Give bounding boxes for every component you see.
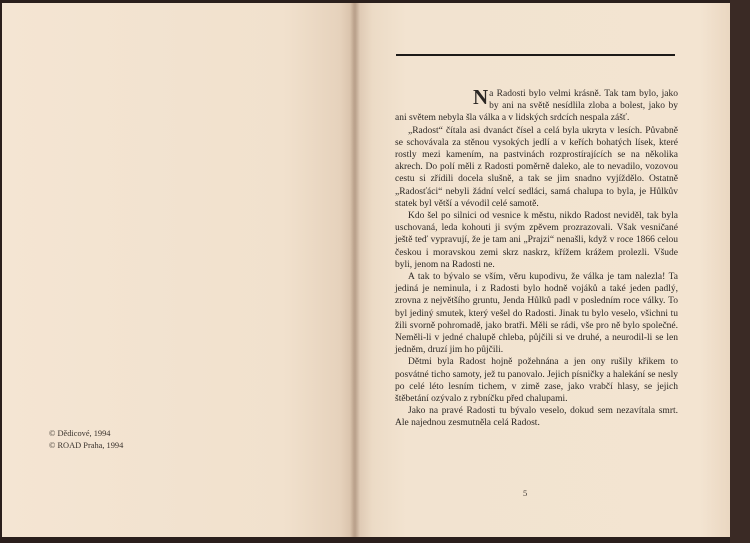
page-edge — [730, 0, 750, 543]
paragraph — [395, 85, 678, 125]
paragraph: Dětmi byla Radost hojně požehnána a jen ony rušily křikem to posvátné ticho samoty, jež tu panovalo. Jejich písničky a halekání se nesly po celé léto lesním tichem, v zimě zase, jako vrabčí hlasy, se jejich štěbetání ozývalo z rybníčku před chalupami. — [395, 357, 678, 405]
paragraph-text: a Radosti bylo velmi krásně. Tak tam bylo, jako by ani na světě nesídlila zloba a bolest, jako by ani světem nebyla šla válka a v lidských srdcích nespala zášť. — [395, 89, 678, 124]
drop-cap: N — [473, 85, 489, 109]
left-page — [2, 3, 354, 537]
body-text — [395, 85, 678, 430]
page-number: 5 — [523, 488, 528, 498]
paragraph: „Radost“ čítala asi dvanáct čísel a celá byla ukryta v lesích. Půvabně se schovávala za stěnou vysokých jedlí a v keřích bohatých lísek, které rostly mezi kamením, na pastvinách rozprostírajících se na několika akrech. Do polí měli z Radosti poměrně daleko, ale to nevadilo, vozovou cestu si zřídili docela slušně, a tak se jim snadno vyjíždělo. Ostatně „Radosťáci“ nebyli žádní velcí sedláci, samá chalupa to byla, je Hůlkův statek byl větší a vévodil celé samotě. — [395, 125, 678, 209]
paragraph: A tak to bývalo se vším, věru kupodivu, že válka je tam nalezla! Ta jediná je neminula, i z Radosti bylo hodně vojáků a také jeden padlý, zrovna z největšího gruntu, Jenda Hůlků padl v posledním roce války. To byl jediný smutek, který vešel do Radosti. Jinak tu bylo veselo, všichni tu žili svorně pohromadě, jako bratři. Měli se rádi, vše pro ně bylo společné. Neměli-li v jedné chalupě chleba, půjčili si ve druhé, a neurodil-li se len jedněm, druzí jim ho půjčili. — [395, 272, 678, 356]
paragraph: Kdo šel po silnici od vesnice k městu, nikdo Radost neviděl, tak byla uschovaná, leda kohouti ji svým zpěvem prozrazovali. Však vesničané ještě teď vypravují, že je tam ani „Prajzi“ nenašli, když v roce 1866 celou českou i moravskou zemi skrz naskrz, křížem krážem prolezli. Všude byli, jenom na Radosti ne. — [395, 211, 678, 270]
book-gutter — [350, 3, 360, 537]
paragraph: Jako na pravé Radosti tu bývalo veselo, dokud sem nezavítala smrt. Ale najednou zesmutněla celá Radost. — [395, 406, 678, 429]
copyright-line: © Dědicové, 1994 — [49, 429, 111, 438]
chapter-rule — [396, 54, 675, 56]
copyright-line: © ROAD Praha, 1994 — [49, 441, 124, 450]
copyright-notice — [49, 428, 123, 452]
